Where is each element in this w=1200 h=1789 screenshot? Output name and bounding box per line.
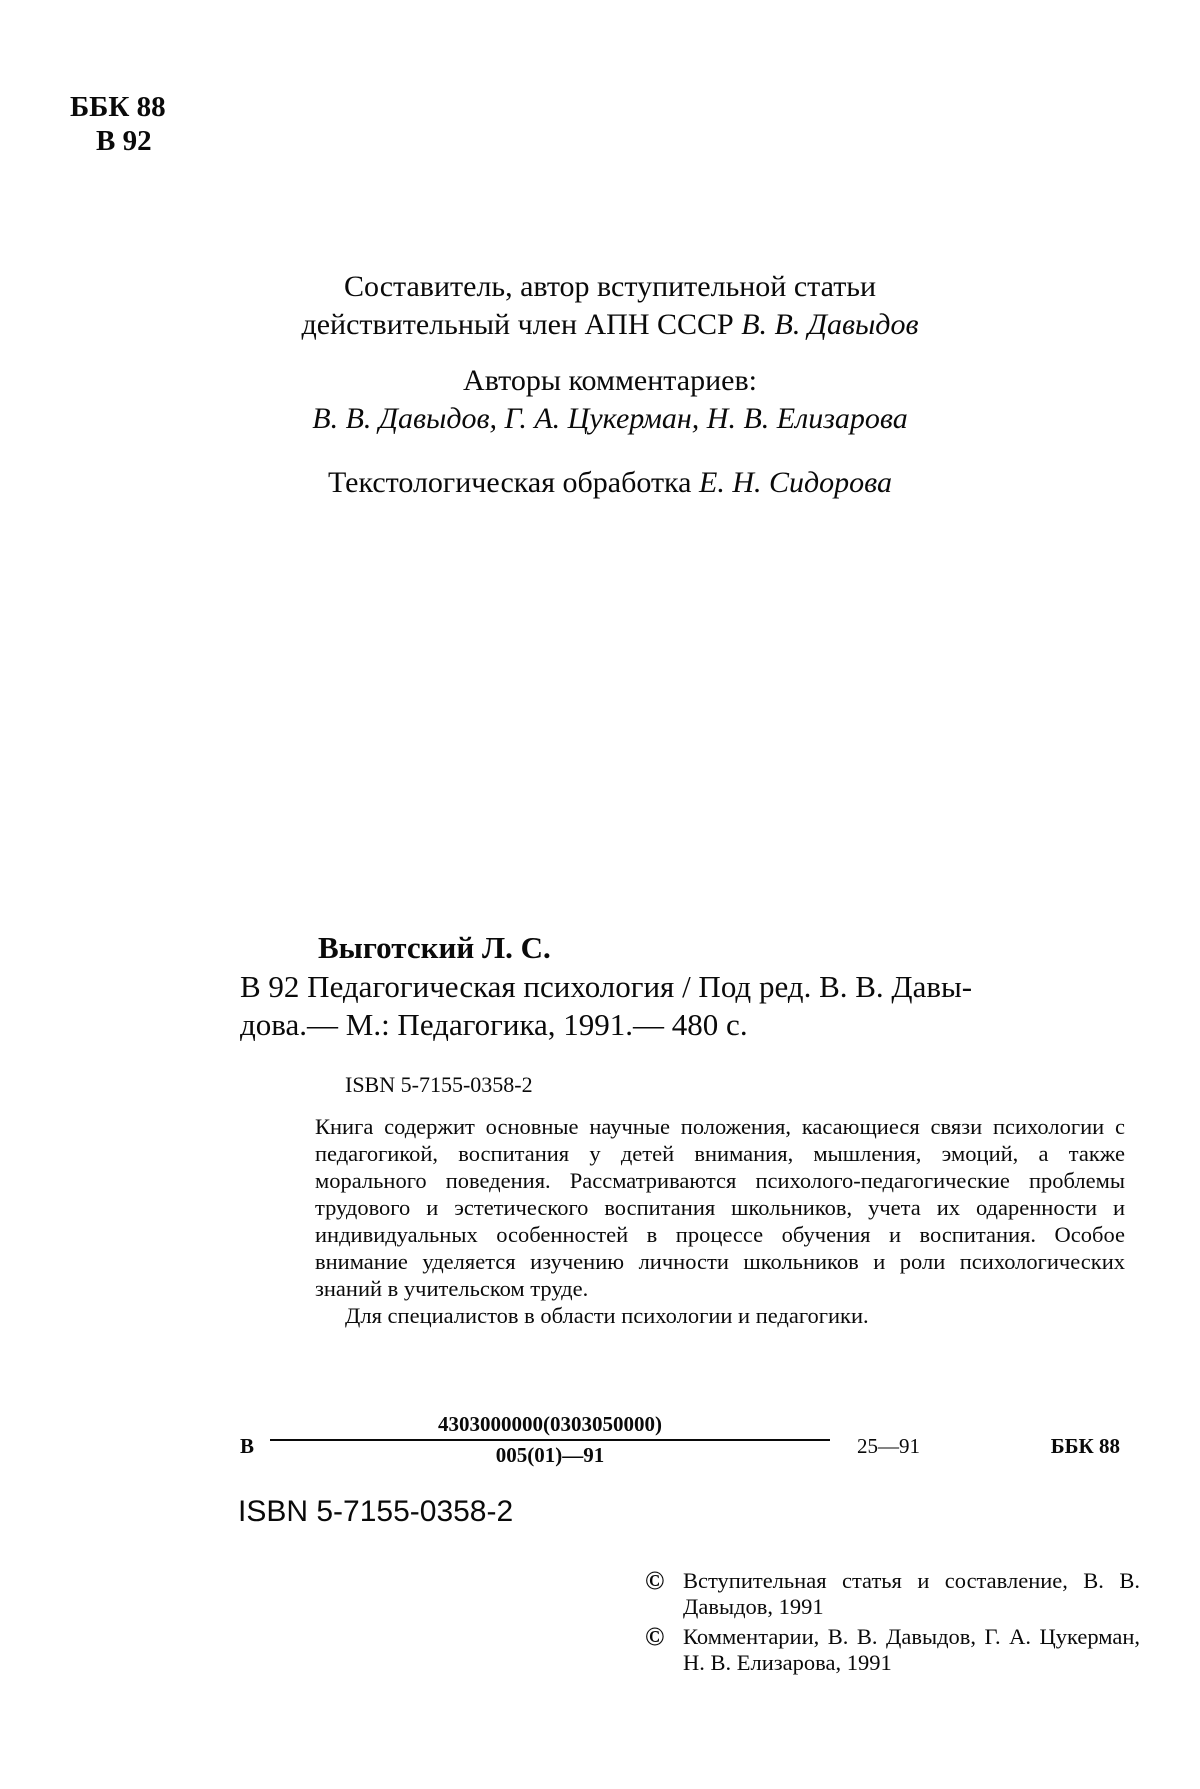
annotation: [315, 1113, 1125, 1329]
copyright-text: Комментарии, В. В. Давыдов, Г. А. Цукерман, Н. В. Елизарова, 1991: [683, 1624, 1140, 1675]
isbn-main: ISBN 5-7155-0358-2: [238, 1495, 514, 1528]
author-mark: В 92: [96, 125, 152, 157]
compiler-title: действительный член АПН СССР: [301, 308, 742, 341]
compiler-credit: [150, 268, 1070, 344]
compiler-name: В. В. Давыдов: [741, 308, 919, 341]
catalog-bibliographic-line: [240, 968, 1120, 1044]
annotation-text: Книга содержит основные научные положения, касающиеся связи психологии с педагогикой, воспитания у детей внимания, мышления, эмоций, а также морального поведения. Рассматриваются психолого-педагогические проблемы трудового и эстетического воспитания школьников, учета их одаренности и индивидуальных особенностей в процессе обучения и воспитания. Особое внимание уделяется изучению личности школьников и роли психологических знаний в учительском труде.: [315, 1114, 1125, 1301]
classmark-denominator: 005(01)—91: [495, 1443, 605, 1467]
catalog-author: Выготский Л. С.: [318, 930, 551, 965]
bbk-code: ББК 88: [70, 91, 166, 123]
classmark-number: 25—91: [857, 1434, 920, 1458]
compiler-line-1: Составитель, автор вступительной статьи: [343, 270, 877, 303]
classmark-letter: В: [240, 1434, 255, 1458]
textology-label: Текстологическая обработка: [328, 466, 699, 499]
classmark-bbk: ББК 88: [1050, 1434, 1120, 1458]
catalog-line-1: В 92 Педагогическая психология / Под ред. В. В. Давы-: [240, 969, 973, 1004]
classmark-numerator: 4303000000(0303050000): [270, 1412, 830, 1441]
copyright-notice: [645, 1624, 1140, 1676]
library-classification: [70, 90, 166, 158]
classmark-fraction: [270, 1412, 830, 1468]
compiler-line-2: [150, 306, 1070, 344]
commentary-credit: [150, 362, 1070, 438]
textology-name: Е. Н. Сидорова: [699, 466, 892, 499]
publisher-classmark: [240, 1412, 1130, 1482]
copyright-text: Вступительная статья и составление, В. В. Давыдов, 1991: [683, 1568, 1140, 1619]
textology-credit: [150, 464, 1070, 502]
audience-note: Для специалистов в области психологии и педагогики.: [345, 1303, 869, 1328]
copyright-symbol: ©: [645, 1566, 665, 1595]
commentary-authors: В. В. Давыдов, Г. А. Цукерман, Н. В. Елизарова: [312, 402, 908, 435]
commentary-heading: Авторы комментариев:: [463, 364, 757, 397]
catalog-line-2: дова.— М.: Педагогика, 1991.— 480 с.: [240, 1007, 748, 1042]
copyright-notice: [645, 1568, 1140, 1620]
copyright-symbol: ©: [645, 1622, 665, 1651]
catalog-isbn: ISBN 5-7155-0358-2: [345, 1072, 533, 1097]
